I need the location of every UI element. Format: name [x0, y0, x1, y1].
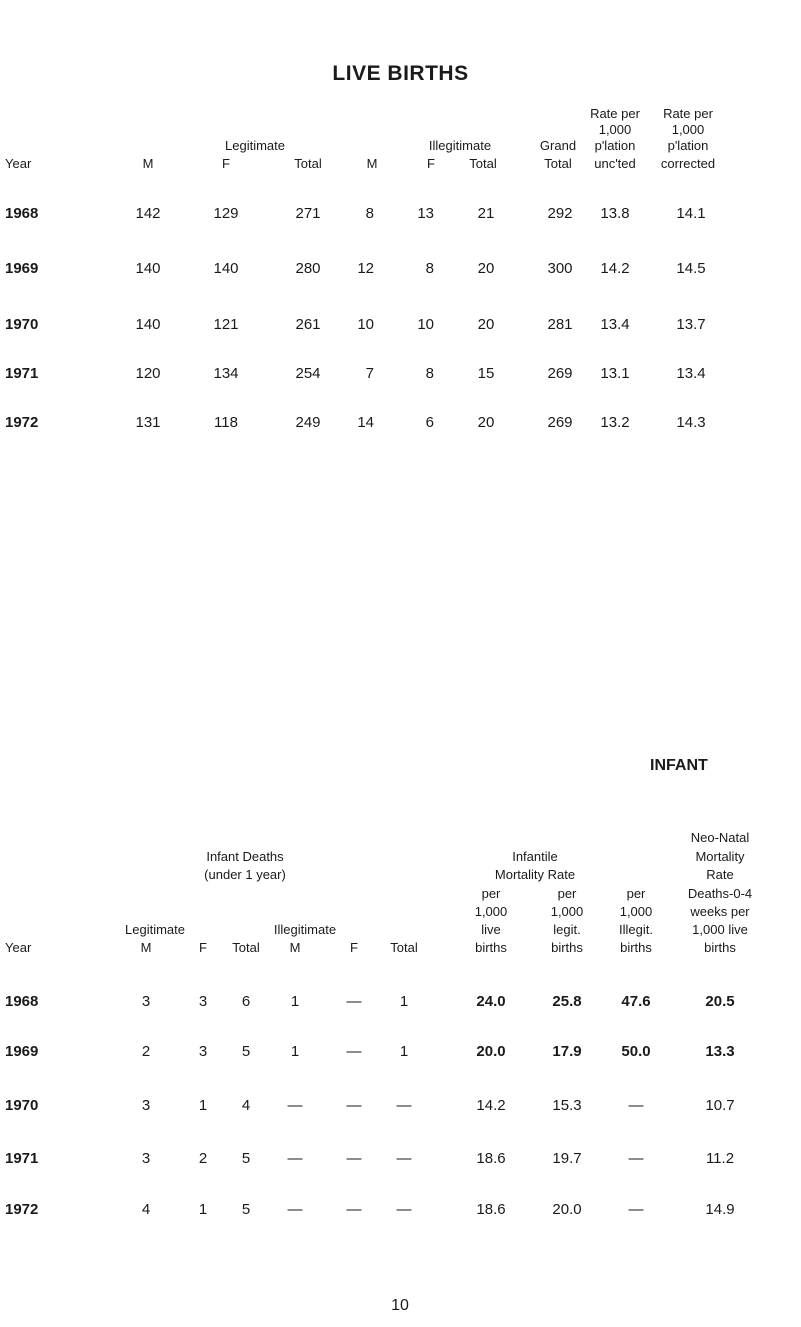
neo-natal-cell: 13.3 [705, 1043, 735, 1060]
rate-legit-cell: 15.3 [552, 1097, 582, 1114]
legit-total-cell: 254 [295, 365, 321, 382]
rate-legit-header-l3: legit. [553, 922, 581, 937]
legit-m-cell: 142 [135, 205, 161, 222]
table-row-year: 1971 [5, 365, 39, 382]
rate-live-cell: 18.6 [476, 1150, 506, 1167]
rate-illegit-cell: — [628, 1097, 644, 1114]
infant-legit-m-cell: 3 [141, 993, 151, 1010]
illegit-total-cell: 20 [477, 316, 495, 333]
rate-illegit-cell: — [628, 1150, 644, 1167]
illegit-f-header: F [427, 156, 435, 171]
rate-legit-header-l4: births [551, 940, 583, 955]
rate-live-cell: 14.2 [476, 1097, 506, 1114]
grand-total-header-l1: Grand [539, 138, 577, 153]
rate-corrected-cell: 13.4 [676, 365, 706, 382]
rate-corrected-header-l2: 1,000 [671, 122, 705, 137]
infant-illegit-total-cell: — [396, 1150, 412, 1167]
infant-illegit-m-cell: 1 [290, 993, 300, 1010]
infantile-mortality-header-l2: Mortality Rate [494, 867, 576, 882]
illegit-f-cell: 8 [425, 365, 434, 382]
infant-illegit-m-cell: — [287, 1097, 303, 1114]
infant-illegit-total-header: Total [390, 940, 418, 955]
rate-uncorrected-header-l4: unc'ted [594, 156, 636, 171]
legit-m-cell: 140 [135, 316, 161, 333]
illegit-f-cell: 6 [425, 414, 434, 431]
rate-uncorrected-cell: 13.4 [600, 316, 630, 333]
illegit-total-cell: 21 [477, 205, 495, 222]
infant-legit-m-header: M [140, 940, 152, 955]
page-title: LIVE BIRTHS [332, 62, 469, 85]
rate-live-header-l1: per [481, 886, 501, 901]
infant-section-title: INFANT [650, 757, 708, 774]
legit-m-cell: 131 [135, 414, 161, 431]
table-row-year: 1972 [5, 414, 39, 431]
neo-natal-cell: 14.9 [705, 1201, 735, 1218]
rate-illegit-cell: 47.6 [621, 993, 651, 1010]
grand-total-cell: 269 [547, 365, 573, 382]
neo-natal-header-l5: weeks per [690, 904, 750, 919]
rate-illegit-header-l3: Illegit. [619, 922, 653, 937]
rate-live-cell: 18.6 [476, 1201, 506, 1218]
infant-legit-m-cell: 4 [141, 1201, 151, 1218]
legit-f-cell: 118 [214, 414, 238, 431]
legit-total-cell: 249 [295, 414, 321, 431]
illegitimate-group-header: Illegitimate [428, 138, 492, 153]
table-row-year: 1971 [5, 1150, 39, 1167]
rate-legit-header-l2: 1,000 [550, 904, 584, 919]
grand-total-cell: 269 [547, 414, 573, 431]
infant-legit-total-cell: 5 [241, 1150, 251, 1167]
neo-natal-cell: 20.5 [705, 993, 735, 1010]
legit-m-cell: 120 [135, 365, 161, 382]
rate-uncorrected-header-l3: p'lation [594, 138, 636, 153]
neo-natal-header-l3: Rate [706, 867, 734, 882]
rate-corrected-header-l3: p'lation [667, 138, 709, 153]
rate-illegit-cell: 50.0 [621, 1043, 651, 1060]
grand-total-cell: 292 [547, 205, 573, 222]
table-row-year: 1968 [5, 205, 39, 222]
infant-legit-f-cell: 3 [198, 993, 208, 1010]
illegit-total-header: Total [469, 156, 497, 171]
page-number: 10 [391, 1297, 409, 1314]
rate-legit-cell: 25.8 [552, 993, 582, 1010]
infant-legit-total-cell: 4 [241, 1097, 251, 1114]
table-row-year: 1972 [5, 1201, 39, 1218]
illegit-m-header: M [366, 156, 378, 171]
rate-corrected-cell: 14.1 [676, 205, 706, 222]
neo-natal-header-l7: births [704, 940, 736, 955]
illegit-total-cell: 20 [477, 260, 495, 277]
table-row-year: 1968 [5, 993, 39, 1010]
legit-f-header: F [222, 156, 230, 171]
neo-natal-header-l1: Neo-Natal [690, 830, 750, 845]
infant-illegit-f-cell: — [346, 1201, 362, 1218]
rate-uncorrected-header-l1: Rate per [590, 106, 640, 121]
illegit-m-cell: 7 [365, 365, 374, 382]
table-row-year: 1969 [5, 1043, 39, 1060]
infant-illegit-f-cell: — [346, 993, 362, 1010]
rate-live-cell: 24.0 [476, 993, 506, 1010]
rate-legit-header-l1: per [557, 886, 577, 901]
illegit-m-cell: 8 [365, 205, 374, 222]
rate-legit-cell: 17.9 [552, 1043, 582, 1060]
rate-corrected-header-l1: Rate per [663, 106, 713, 121]
infant-legit-m-cell: 2 [141, 1043, 151, 1060]
rate-uncorrected-cell: 13.8 [600, 205, 630, 222]
infant-legitimate-group-header: Legitimate [125, 922, 185, 937]
infant-legit-total-cell: 5 [241, 1201, 251, 1218]
infant-legit-f-header: F [199, 940, 207, 955]
rate-illegit-cell: — [628, 1201, 644, 1218]
table-row-year: 1969 [5, 260, 39, 277]
infant-illegit-total-cell: — [396, 1201, 412, 1218]
rate-corrected-cell: 14.3 [676, 414, 706, 431]
rate-legit-cell: 19.7 [552, 1150, 582, 1167]
grand-total-cell: 300 [547, 260, 573, 277]
rate-uncorrected-cell: 13.1 [600, 365, 630, 382]
infant-legit-total-cell: 6 [241, 993, 251, 1010]
illegit-f-cell: 8 [425, 260, 434, 277]
infant-illegit-total-cell: 1 [399, 1043, 409, 1060]
infant-illegit-total-cell: — [396, 1097, 412, 1114]
illegit-m-cell: 14 [357, 414, 374, 431]
rate-live-header-l3: live [481, 922, 501, 937]
infant-year-column-header: Year [5, 940, 32, 955]
infant-legit-total-cell: 5 [241, 1043, 251, 1060]
infantile-mortality-header-l1: Infantile [512, 849, 558, 864]
infant-illegit-total-cell: 1 [399, 993, 409, 1010]
infant-illegit-m-cell: — [287, 1150, 303, 1167]
rate-corrected-header-l4: corrected [660, 156, 716, 171]
rate-uncorrected-cell: 14.2 [600, 260, 630, 277]
neo-natal-header-l4: Deaths-0-4 [687, 886, 753, 901]
grand-total-header-l2: Total [544, 156, 572, 171]
infant-illegit-m-cell: — [287, 1201, 303, 1218]
infant-legit-total-header: Total [232, 940, 260, 955]
illegit-f-cell: 10 [417, 316, 434, 333]
rate-illegit-header-l1: per [626, 886, 646, 901]
legit-f-cell: 140 [213, 260, 239, 277]
rate-uncorrected-header-l2: 1,000 [598, 122, 632, 137]
infant-illegit-f-cell: — [346, 1097, 362, 1114]
rate-uncorrected-cell: 13.2 [600, 414, 630, 431]
grand-total-cell: 281 [547, 316, 573, 333]
rate-legit-cell: 20.0 [552, 1201, 582, 1218]
infant-deaths-header-l2: (under 1 year) [204, 867, 286, 882]
infant-illegit-f-cell: — [346, 1043, 362, 1060]
illegit-m-cell: 12 [357, 260, 374, 277]
rate-corrected-cell: 14.5 [676, 260, 706, 277]
rate-live-header-l4: births [475, 940, 507, 955]
illegit-f-cell: 13 [417, 205, 434, 222]
legit-f-cell: 134 [213, 365, 239, 382]
neo-natal-header-l6: 1,000 live [692, 922, 748, 937]
infant-legit-f-cell: 1 [198, 1201, 208, 1218]
legit-m-header: M [142, 156, 154, 171]
legit-m-cell: 140 [135, 260, 161, 277]
illegit-total-cell: 15 [477, 365, 495, 382]
rate-live-cell: 20.0 [476, 1043, 506, 1060]
table-row-year: 1970 [5, 316, 39, 333]
infant-legit-m-cell: 3 [141, 1150, 151, 1167]
infant-illegit-f-header: F [350, 940, 358, 955]
infant-legit-m-cell: 3 [141, 1097, 151, 1114]
infant-illegit-f-cell: — [346, 1150, 362, 1167]
legitimate-group-header: Legitimate [225, 138, 285, 153]
neo-natal-cell: 11.2 [705, 1150, 735, 1167]
neo-natal-cell: 10.7 [705, 1097, 735, 1114]
legit-f-cell: 129 [213, 205, 239, 222]
infant-legit-f-cell: 1 [198, 1097, 208, 1114]
legit-f-cell: 121 [213, 316, 239, 333]
legit-total-cell: 261 [295, 316, 321, 333]
infant-illegit-m-header: M [289, 940, 301, 955]
infant-legit-f-cell: 3 [198, 1043, 208, 1060]
legit-total-cell: 271 [295, 205, 321, 222]
infant-deaths-header-l1: Infant Deaths [206, 849, 284, 864]
rate-corrected-cell: 13.7 [676, 316, 706, 333]
infant-illegitimate-group-header: Illegitimate [273, 922, 337, 937]
infant-illegit-m-cell: 1 [290, 1043, 300, 1060]
legit-total-header: Total [294, 156, 322, 171]
infant-legit-f-cell: 2 [198, 1150, 208, 1167]
illegit-total-cell: 20 [477, 414, 495, 431]
year-column-header: Year [5, 156, 32, 171]
legit-total-cell: 280 [295, 260, 321, 277]
rate-illegit-header-l4: births [620, 940, 652, 955]
rate-live-header-l2: 1,000 [474, 904, 508, 919]
neo-natal-header-l2: Mortality [695, 849, 745, 864]
rate-illegit-header-l2: 1,000 [619, 904, 653, 919]
illegit-m-cell: 10 [357, 316, 374, 333]
table-row-year: 1970 [5, 1097, 39, 1114]
